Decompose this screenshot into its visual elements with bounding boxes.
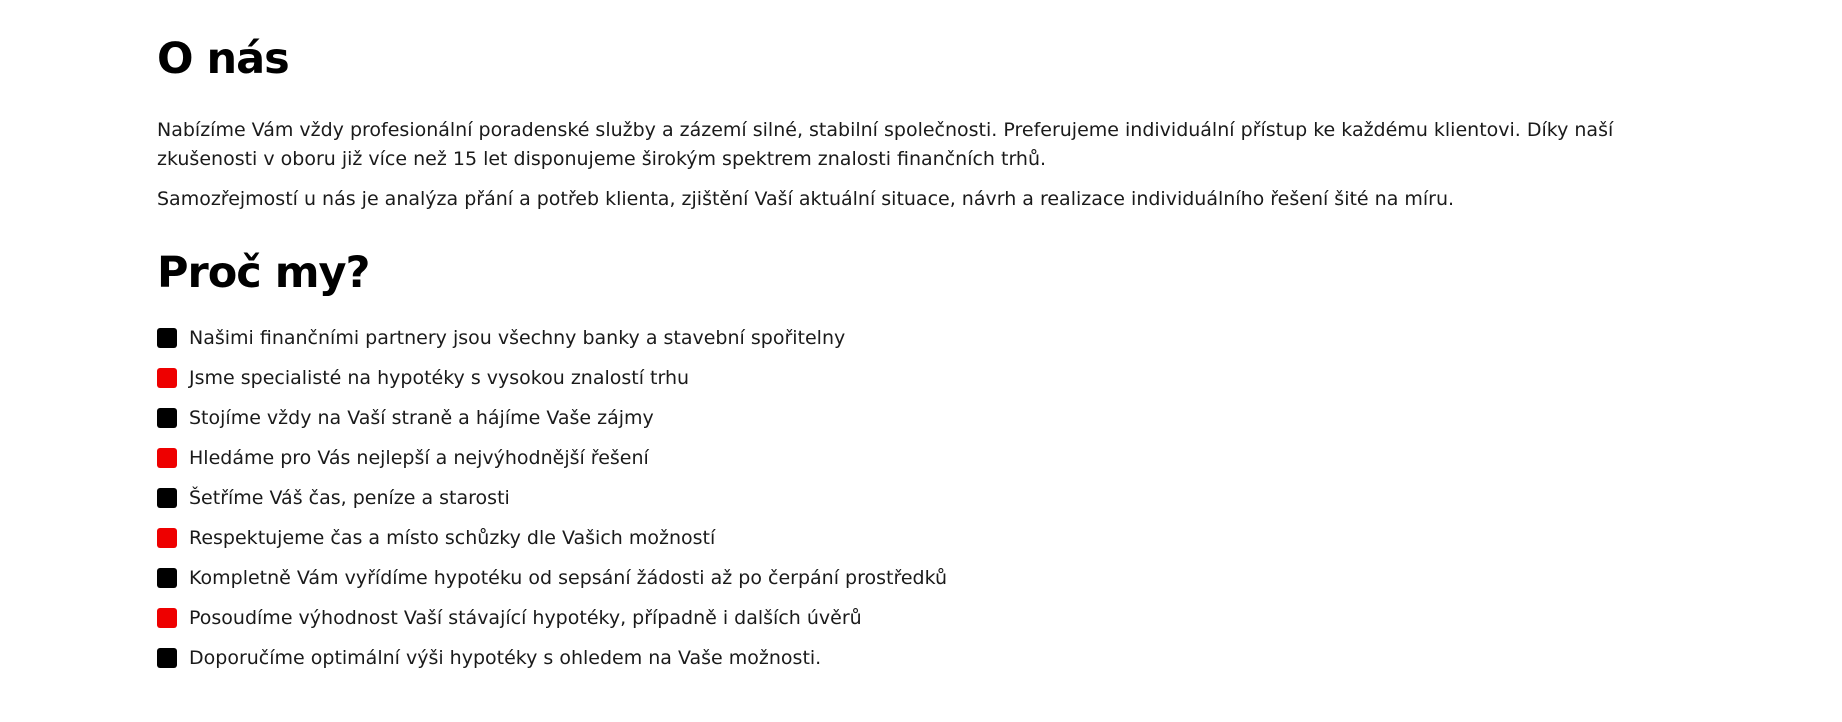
list-item: [157, 558, 947, 598]
square-bullet-icon: [157, 408, 177, 428]
list-item: [157, 398, 947, 438]
list-item-text: Respektujeme čas a místo schůzky dle Vašich možností: [189, 527, 716, 549]
square-bullet-icon: [157, 528, 177, 548]
list-item: [157, 598, 947, 638]
why-us-list: [157, 318, 947, 678]
list-item: [157, 438, 947, 478]
list-item: [157, 318, 947, 358]
list-item: [157, 638, 947, 678]
list-item-text: Šetříme Váš čas, peníze a starosti: [189, 487, 510, 509]
list-item: [157, 358, 947, 398]
list-item-text: Jsme specialisté na hypotéky s vysokou znalostí trhu: [189, 367, 690, 389]
square-bullet-icon: [157, 608, 177, 628]
about-heading: O nás: [157, 34, 289, 84]
about-paragraph: Samozřejmostí u nás je analýza přání a potřeb klienta, zjištění Vaší aktuální situace, návrh a realizace individuálního řešení šité na míru.: [157, 188, 1455, 210]
list-item-text: Kompletně Vám vyřídíme hypotéku od sepsání žádosti až po čerpání prostředků: [189, 567, 948, 589]
square-bullet-icon: [157, 648, 177, 668]
list-item: [157, 518, 947, 558]
square-bullet-icon: [157, 328, 177, 348]
square-bullet-icon: [157, 448, 177, 468]
square-bullet-icon: [157, 488, 177, 508]
list-item: [157, 478, 947, 518]
square-bullet-icon: [157, 568, 177, 588]
about-paragraph: Nabízíme Vám vždy profesionální poradenské služby a zázemí silné, stabilní společnosti. Preferujeme individuální přístup ke každému klientovi. Díky naší zkušenosti v oboru již více než 15 let disponujeme širokým spektrem znalosti finančních trhů.: [157, 119, 1614, 170]
list-item-text: Našimi finančními partnery jsou všechny banky a stavební spořitelny: [189, 327, 846, 349]
why-us-heading: Proč my?: [157, 248, 370, 298]
list-item-text: Doporučíme optimální výši hypotéky s ohledem na Vaše možnosti.: [189, 647, 822, 669]
list-item-text: Posoudíme výhodnost Vaší stávající hypotéky, případně i dalších úvěrů: [189, 607, 862, 629]
square-bullet-icon: [157, 368, 177, 388]
list-item-text: Stojíme vždy na Vaší straně a hájíme Vaše zájmy: [189, 407, 654, 429]
list-item-text: Hledáme pro Vás nejlepší a nejvýhodnější řešení: [189, 447, 649, 469]
